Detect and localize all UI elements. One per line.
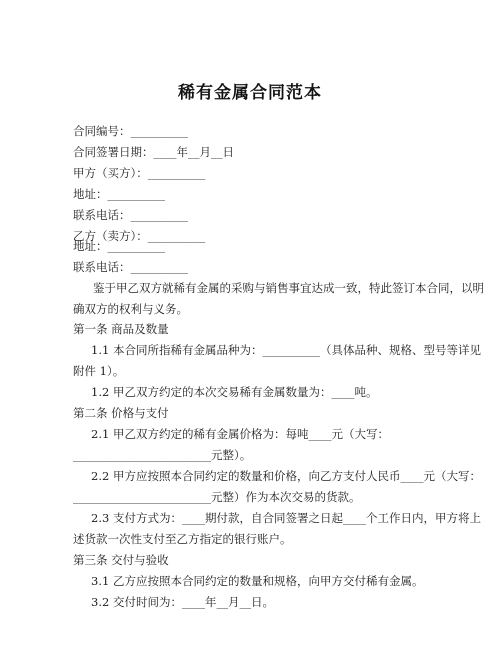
clause-2-3-line-2: 述货款一次性支付至乙方指定的银行账户。	[73, 532, 292, 546]
contract-number-field: 合同编号：__________	[73, 124, 188, 138]
party-b-phone-field: 联系电话：__________	[73, 260, 188, 274]
preamble-line-1: 鉴于甲乙双方就稀有金属的采购与销售事宜达成一致，特此签订本合同，以明	[93, 281, 484, 295]
clause-2-1-line-1: 2.1 甲乙双方约定的稀有金属价格为：每吨____元（大写：	[91, 427, 389, 441]
clause-2-2-line-1: 2.2 甲方应按照本合同约定的数量和价格，向乙方支付人民币____元（大写：	[91, 469, 481, 483]
article-1-heading: 第一条 商品及数量	[73, 322, 169, 336]
party-b-address-field: 地址：__________	[73, 239, 165, 253]
clause-3-2: 3.2 交付时间为：____年__月__日。	[91, 595, 274, 609]
clause-2-2-line-2: ________________________元整）作为本次交易的货款。	[73, 490, 361, 504]
preamble-line-2: 确双方的权利与义务。	[73, 302, 188, 316]
party-a-field: 甲方（买方）：__________	[73, 166, 206, 180]
party-a-phone-field: 联系电话：__________	[73, 208, 188, 222]
party-a-address-field: 地址：__________	[73, 187, 165, 201]
clause-1-1-line-1: 1.1 本合同所指稀有金属品种为：__________（具体品种、规格、型号等详见	[91, 343, 481, 357]
clause-1-2: 1.2 甲乙双方约定的本次交易稀有金属数量为：____吨。	[91, 385, 378, 399]
sign-date-field: 合同签署日期：____年__月__日	[73, 145, 234, 159]
party-b-field: 乙方（卖方）：__________	[73, 229, 206, 243]
document-title: 稀有金属合同范本	[178, 83, 322, 103]
article-2-heading: 第二条 价格与支付	[73, 406, 169, 420]
clause-2-3-line-1: 2.3 支付方式为：____期付款，自合同签署之日起____个工作日内，甲方将上	[91, 511, 481, 525]
clause-3-1: 3.1 乙方应按照本合同约定的数量和规格，向甲方交付稀有金属。	[91, 574, 424, 588]
article-3-heading: 第三条 交付与验收	[73, 553, 169, 567]
clause-1-1-line-2: 附件 1）。	[73, 364, 125, 378]
clause-2-1-line-2: ________________________元整）。	[73, 448, 252, 462]
